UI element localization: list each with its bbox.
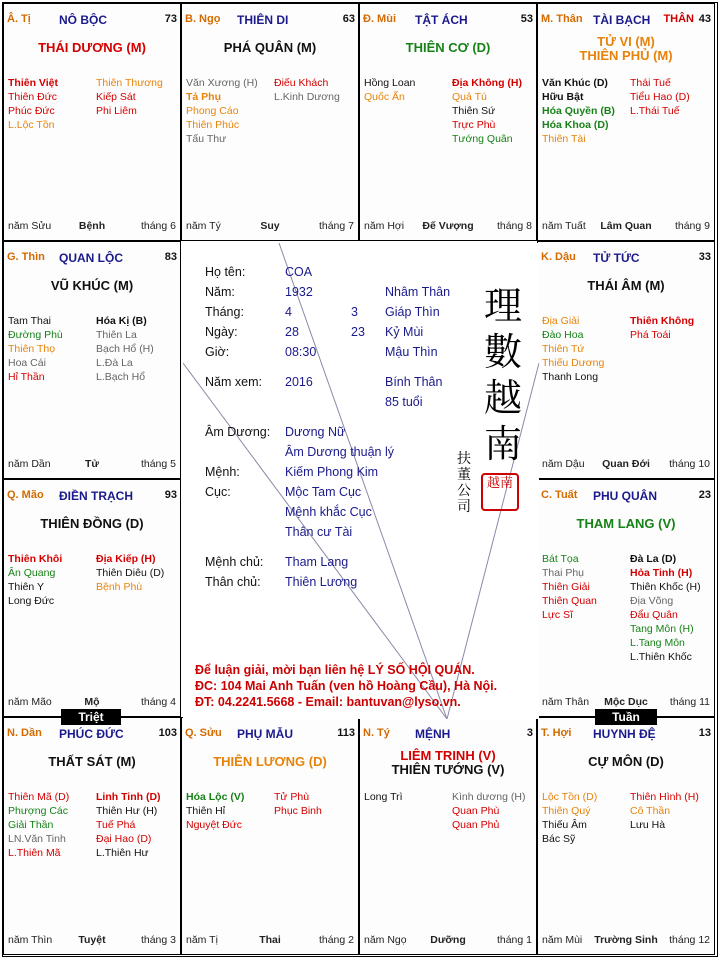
minor-star: Kình dương (H) — [452, 791, 526, 803]
minor-star: Linh Tinh (D) — [96, 791, 161, 803]
am-duong-value: Dương Nữ — [285, 425, 346, 439]
minor-star: Thanh Long — [542, 371, 599, 383]
footer-month: tháng 10 — [669, 458, 710, 470]
palace-name: TẬT ÁCH — [415, 13, 468, 27]
palace-name: HUYNH ĐỆ — [593, 727, 656, 741]
minor-star: L.Đà La — [96, 357, 133, 369]
palace-mui[interactable] — [359, 3, 537, 241]
minor-star: Địa Kiếp (H) — [96, 553, 156, 565]
major-star: THIÊN ĐỒNG (D) — [40, 516, 144, 531]
thang-am: 3 — [351, 305, 358, 319]
ngay-value: 28 — [285, 325, 299, 339]
minor-star: Thiên Sứ — [452, 105, 496, 117]
palace-branch: T. Hợi — [541, 727, 572, 739]
thang-label: Tháng: — [205, 305, 244, 319]
footer-year: năm Tuất — [542, 220, 586, 232]
footer-year: năm Mão — [8, 696, 52, 708]
footer-stage: Lâm Quan — [600, 220, 652, 232]
minor-star: Thiên Khốc (H) — [630, 581, 701, 593]
palace-branch: Q. Sửu — [185, 727, 222, 739]
minor-star: Bác Sỹ — [542, 833, 576, 845]
palace-ty-menh[interactable] — [359, 717, 537, 955]
minor-star: Tử Phù — [274, 791, 310, 803]
minor-star: Địa Võng — [630, 595, 674, 607]
major-star: THÁI ÂM (M) — [587, 278, 665, 293]
footer-stage: Tử — [84, 458, 100, 470]
minor-star: Thai Phụ — [542, 567, 585, 579]
palace-dau[interactable] — [537, 241, 715, 479]
minor-star: L.Thiên Khốc — [630, 651, 692, 663]
palace-name: QUAN LỘC — [59, 251, 123, 265]
minor-star: Lộc Tồn (D) — [542, 791, 598, 803]
menh-value: Kiếm Phong Kim — [285, 465, 379, 479]
minor-star: Thiên Mã (D) — [8, 791, 70, 803]
gio-label: Giờ: — [205, 345, 230, 359]
palace-thin[interactable] — [3, 241, 181, 479]
cuc-note-2: Thân cư Tài — [285, 525, 353, 539]
minor-star: Hữu Bật — [542, 91, 584, 103]
minor-star: Tam Thai — [8, 315, 51, 327]
minor-star: Thiên Thương — [96, 77, 163, 89]
minor-star: Thiên La — [96, 329, 137, 341]
than-tag: THÂN — [663, 13, 694, 25]
minor-star: Đào Hoa — [542, 329, 584, 341]
palace-age: 3 — [526, 727, 533, 739]
ngay-label: Ngày: — [205, 325, 238, 339]
palace-age: 63 — [342, 13, 355, 25]
minor-star: Nguyệt Đức — [186, 819, 243, 831]
minor-star: Thiên Hình (H) — [630, 791, 699, 803]
palace-branch: Q. Mão — [7, 489, 44, 501]
minor-star: Trực Phù — [452, 119, 496, 131]
minor-star: Hỉ Thần — [8, 371, 45, 383]
minor-star: L.Thái Tuế — [630, 105, 680, 117]
minor-star: Thiếu Âm — [542, 819, 587, 831]
major-star: THẤT SÁT (M) — [48, 754, 136, 769]
minor-star: Quan Phủ — [452, 819, 500, 831]
minor-star: Thái Tuế — [630, 77, 671, 89]
footer-year: năm Mùi — [542, 934, 583, 946]
palace-age: 103 — [158, 727, 177, 739]
major-star: THIÊN TƯỚNG (V) — [391, 762, 505, 777]
footer-year: năm Thìn — [8, 934, 53, 946]
palace-ty[interactable] — [3, 3, 181, 241]
contact-line-1: Để luận giải, mời bạn liên hệ LÝ SỐ HỘI QUÁN. — [195, 663, 475, 677]
minor-star: Tấu Thư — [186, 133, 227, 145]
minor-star: Tuế Phá — [96, 819, 136, 831]
minor-star: Hỏa Tinh (H) — [630, 567, 693, 579]
minor-star: Quan Phù — [452, 805, 500, 817]
minor-star: Long Đức — [8, 595, 55, 607]
palace-age: 43 — [698, 13, 711, 25]
ngay-am: 23 — [351, 325, 365, 339]
major-star: THIÊN CƠ (D) — [405, 40, 491, 55]
palace-name: ĐIỀN TRẠCH — [59, 489, 133, 503]
footer-stage: Mộ — [84, 696, 100, 708]
cuc-note-1: Mệnh khắc Cục — [285, 505, 372, 519]
minor-star: Bạch Hổ (H) — [96, 343, 154, 355]
cuc-value: Mộc Tam Cục — [285, 485, 362, 499]
major-star: PHÁ QUÂN (M) — [223, 40, 317, 55]
minor-star: Lưu Hà — [630, 819, 666, 831]
thang-value: 4 — [285, 305, 292, 319]
footer-month: tháng 7 — [318, 220, 354, 232]
thang-can-chi: Giáp Thìn — [385, 305, 440, 319]
palace-name: MỆNH — [415, 727, 451, 741]
minor-star: Phục Binh — [274, 805, 322, 817]
menh-chu-label: Mệnh chủ: — [205, 555, 264, 569]
palace-branch: K. Dậu — [541, 251, 576, 263]
major-star: VŨ KHÚC (M) — [50, 278, 134, 293]
footer-stage: Mộc Dục — [604, 696, 648, 708]
minor-star: L.Lộc Tồn — [8, 119, 55, 131]
minor-star: Hóa Lộc (V) — [186, 791, 245, 803]
minor-star: Đà La (D) — [630, 553, 677, 565]
minor-star: Văn Khúc (D) — [542, 77, 608, 89]
minor-star: Thiên Khôi — [8, 553, 63, 565]
palace-name: THIÊN DI — [237, 13, 289, 27]
horoscope-board — [2, 2, 718, 957]
palace-name: NÔ BỘC — [59, 13, 107, 27]
nam-xem-can-chi: Bính Thân — [385, 375, 443, 389]
minor-star: Đường Phù — [8, 329, 63, 341]
palace-branch: G. Thìn — [7, 251, 45, 263]
minor-star: Quả Tú — [452, 91, 487, 103]
palace-age: 33 — [698, 251, 711, 263]
minor-star: Thiên Y — [8, 581, 44, 593]
footer-month: tháng 3 — [140, 934, 176, 946]
palace-branch: M. Thân — [541, 13, 583, 25]
cuc-label: Cục: — [205, 485, 231, 499]
minor-star: Phong Cáo — [186, 105, 239, 117]
footer-year: năm Tý — [186, 220, 221, 232]
palace-branch: N. Tý — [363, 727, 390, 739]
gio-value: 08:30 — [285, 345, 317, 359]
gio-can-chi: Mậu Thìn — [385, 345, 438, 359]
nam-xem-value: 2016 — [285, 375, 313, 389]
palace-branch: B. Ngọ — [185, 13, 221, 25]
minor-star: Thiên Giải — [542, 581, 590, 593]
footer-month: tháng 6 — [140, 220, 176, 232]
calligraphy-title: 理數越南 — [483, 284, 522, 466]
footer-year: năm Hợi — [364, 220, 405, 232]
contact-phone-email[interactable]: ĐT: 04.2241.5668 - Email: bantuvan@lyso.vn. — [195, 695, 461, 709]
minor-star: Ân Quang — [8, 567, 56, 579]
major-star: TỬ VI (M) — [597, 34, 655, 49]
than-chu-label: Thân chủ: — [205, 575, 261, 589]
minor-star: Hồng Loan — [364, 77, 416, 89]
palace-than[interactable] — [537, 3, 715, 241]
footer-month: tháng 1 — [496, 934, 532, 946]
minor-star: Hóa Kị (B) — [96, 315, 147, 327]
ho-ten-label: Họ tên: — [205, 265, 246, 279]
palace-tuat[interactable] — [537, 479, 715, 717]
footer-year: năm Sửu — [8, 220, 52, 232]
menh-label: Mệnh: — [205, 465, 240, 479]
minor-star: LN.Văn Tinh — [8, 833, 66, 845]
palace-name: PHÚC ĐỨC — [59, 727, 124, 741]
minor-star: Thiên Diêu (D) — [96, 567, 165, 579]
minor-star: Thiếu Dương — [542, 357, 605, 369]
palace-name: TỬ TỨC — [593, 251, 640, 265]
palace-suu[interactable] — [181, 717, 359, 955]
palace-age: 53 — [520, 13, 533, 25]
footer-stage: Bệnh — [78, 220, 106, 232]
palace-hoi[interactable] — [537, 717, 715, 955]
footer-month: tháng 8 — [496, 220, 532, 232]
footer-year: năm Dậu — [542, 458, 585, 470]
major-star: CỰ MÔN (D) — [588, 754, 664, 769]
palace-age: 83 — [164, 251, 177, 263]
contact-address: ĐC: 104 Mai Anh Tuấn (ven hồ Hoàng Cầu), Hà Nội. — [195, 679, 498, 693]
than-chu-value: Thiên Lương — [285, 575, 358, 589]
minor-star: Đẩu Quân — [630, 609, 678, 621]
major-star: LIÊM TRINH (V) — [400, 748, 496, 763]
palace-dan[interactable] — [3, 717, 181, 955]
minor-star: Phá Toái — [630, 329, 671, 341]
major-star: THIÊN PHỦ (M) — [579, 48, 673, 63]
footer-month: tháng 5 — [140, 458, 176, 470]
nam-label: Năm: — [205, 285, 235, 299]
footer-stage: Thai — [259, 934, 281, 946]
footer-stage: Dưỡng — [430, 934, 466, 946]
minor-star: L.Bạch Hổ — [96, 371, 146, 383]
footer-stage: Tuyệt — [78, 934, 106, 946]
am-duong-label: Âm Dương: — [205, 425, 271, 439]
calligraphy-small: 扶董公司 — [457, 451, 471, 515]
footer-month: tháng 4 — [140, 696, 176, 708]
nam-can-chi: Nhâm Thân — [385, 285, 451, 299]
footer-stage: Quan Đới — [602, 458, 650, 470]
footer-month: tháng 2 — [318, 934, 354, 946]
minor-star: Văn Xương (H) — [186, 77, 258, 89]
minor-star: L.Thiên Mã — [8, 847, 61, 859]
minor-star: Điếu Khách — [274, 77, 329, 89]
tuoi-value: 85 tuổi — [385, 395, 423, 409]
minor-star: Thiên Quý — [542, 805, 591, 817]
minor-star: Lực Sĩ — [542, 609, 573, 621]
palace-ngo[interactable] — [181, 3, 359, 241]
nam-xem-label: Năm xem: — [205, 375, 262, 389]
palace-age: 113 — [337, 727, 355, 739]
minor-star: Kiếp Sát — [96, 91, 136, 103]
minor-star: Quốc Ấn — [364, 91, 405, 103]
minor-star: Phi Liêm — [96, 105, 137, 117]
minor-star: Hoa Cái — [8, 357, 46, 369]
minor-star: Bát Tọa — [542, 553, 579, 565]
footer-year: năm Thân — [542, 696, 590, 708]
major-star: THIÊN LƯƠNG (D) — [213, 754, 327, 769]
minor-star: Thiên Tài — [542, 133, 586, 145]
minor-star: Tướng Quân — [452, 133, 513, 145]
footer-stage: Trường Sinh — [594, 934, 658, 946]
palace-age: 13 — [698, 727, 711, 739]
minor-star: Hóa Khoa (D) — [542, 119, 609, 131]
center-info-panel — [183, 243, 539, 719]
minor-star: Tả Phụ — [186, 91, 222, 103]
minor-star: Phúc Đức — [8, 105, 55, 117]
footer-stage: Suy — [260, 220, 280, 232]
ngay-can-chi: Kỷ Mùi — [385, 325, 424, 339]
minor-star: Hóa Quyền (B) — [542, 105, 615, 117]
footer-month: tháng 9 — [674, 220, 710, 232]
footer-stage: Đế Vượng — [422, 220, 474, 232]
minor-star: Thiên Việt — [8, 77, 58, 89]
palace-age: 73 — [164, 13, 177, 25]
minor-star: Đại Hao (D) — [96, 833, 152, 845]
footer-month: tháng 12 — [669, 934, 710, 946]
footer-month: tháng 11 — [669, 696, 710, 708]
triet-marker: Triệt — [61, 709, 121, 725]
palace-branch: Â. Tị — [7, 13, 31, 25]
menh-chu-value: Tham Lang — [285, 555, 349, 569]
palace-name: PHU QUÂN — [593, 489, 658, 503]
palace-branch: Đ. Mùi — [363, 13, 396, 25]
palace-name: TÀI BẠCH — [593, 13, 651, 27]
minor-star: Phượng Các — [8, 805, 69, 817]
tuan-marker: Tuần — [595, 709, 657, 725]
minor-star: Cô Thần — [630, 805, 671, 817]
nam-value: 1932 — [285, 285, 313, 299]
minor-star: Tang Môn (H) — [630, 623, 694, 635]
minor-star: Thiên Tứ — [542, 343, 585, 355]
major-star: THÁI DƯƠNG (M) — [38, 40, 146, 55]
palace-name: PHỤ MẪU — [237, 727, 293, 741]
footer-year: năm Ngọ — [364, 934, 407, 946]
footer-year: năm Dần — [8, 458, 51, 470]
minor-star: Thiên Hỉ — [186, 805, 226, 817]
minor-star: Giải Thần — [8, 819, 54, 831]
minor-star: Thiên Đức — [8, 91, 58, 103]
palace-mao[interactable] — [3, 479, 181, 717]
minor-star: Thiên Quan — [542, 595, 597, 607]
minor-star: L.Kinh Dương — [274, 91, 340, 103]
footer-year: năm Tị — [186, 934, 218, 946]
red-seal-stamp: 越南 — [481, 473, 519, 511]
minor-star: Thiên Phúc — [186, 119, 240, 131]
palace-age: 23 — [698, 489, 711, 501]
minor-star: Tiểu Hao (D) — [630, 91, 690, 103]
palace-branch: N. Dần — [7, 727, 42, 739]
minor-star: Bệnh Phù — [96, 581, 143, 593]
minor-star: Thiên Hư (H) — [96, 805, 158, 817]
minor-star: Địa Không (H) — [452, 77, 522, 89]
palace-branch: C. Tuất — [541, 489, 578, 501]
minor-star: L.Thiên Hư — [96, 847, 149, 859]
minor-star: L.Tang Môn — [630, 637, 685, 649]
am-duong-note: Âm Dương thuận lý — [285, 445, 394, 459]
minor-star: Long Trì — [364, 791, 403, 803]
ho-ten-value: COA — [285, 265, 313, 279]
minor-star: Địa Giải — [542, 315, 580, 327]
palace-age: 93 — [164, 489, 177, 501]
major-star: THAM LANG (V) — [576, 516, 676, 531]
minor-star: Thiên Thọ — [8, 343, 56, 355]
minor-star: Thiên Không — [630, 315, 695, 327]
